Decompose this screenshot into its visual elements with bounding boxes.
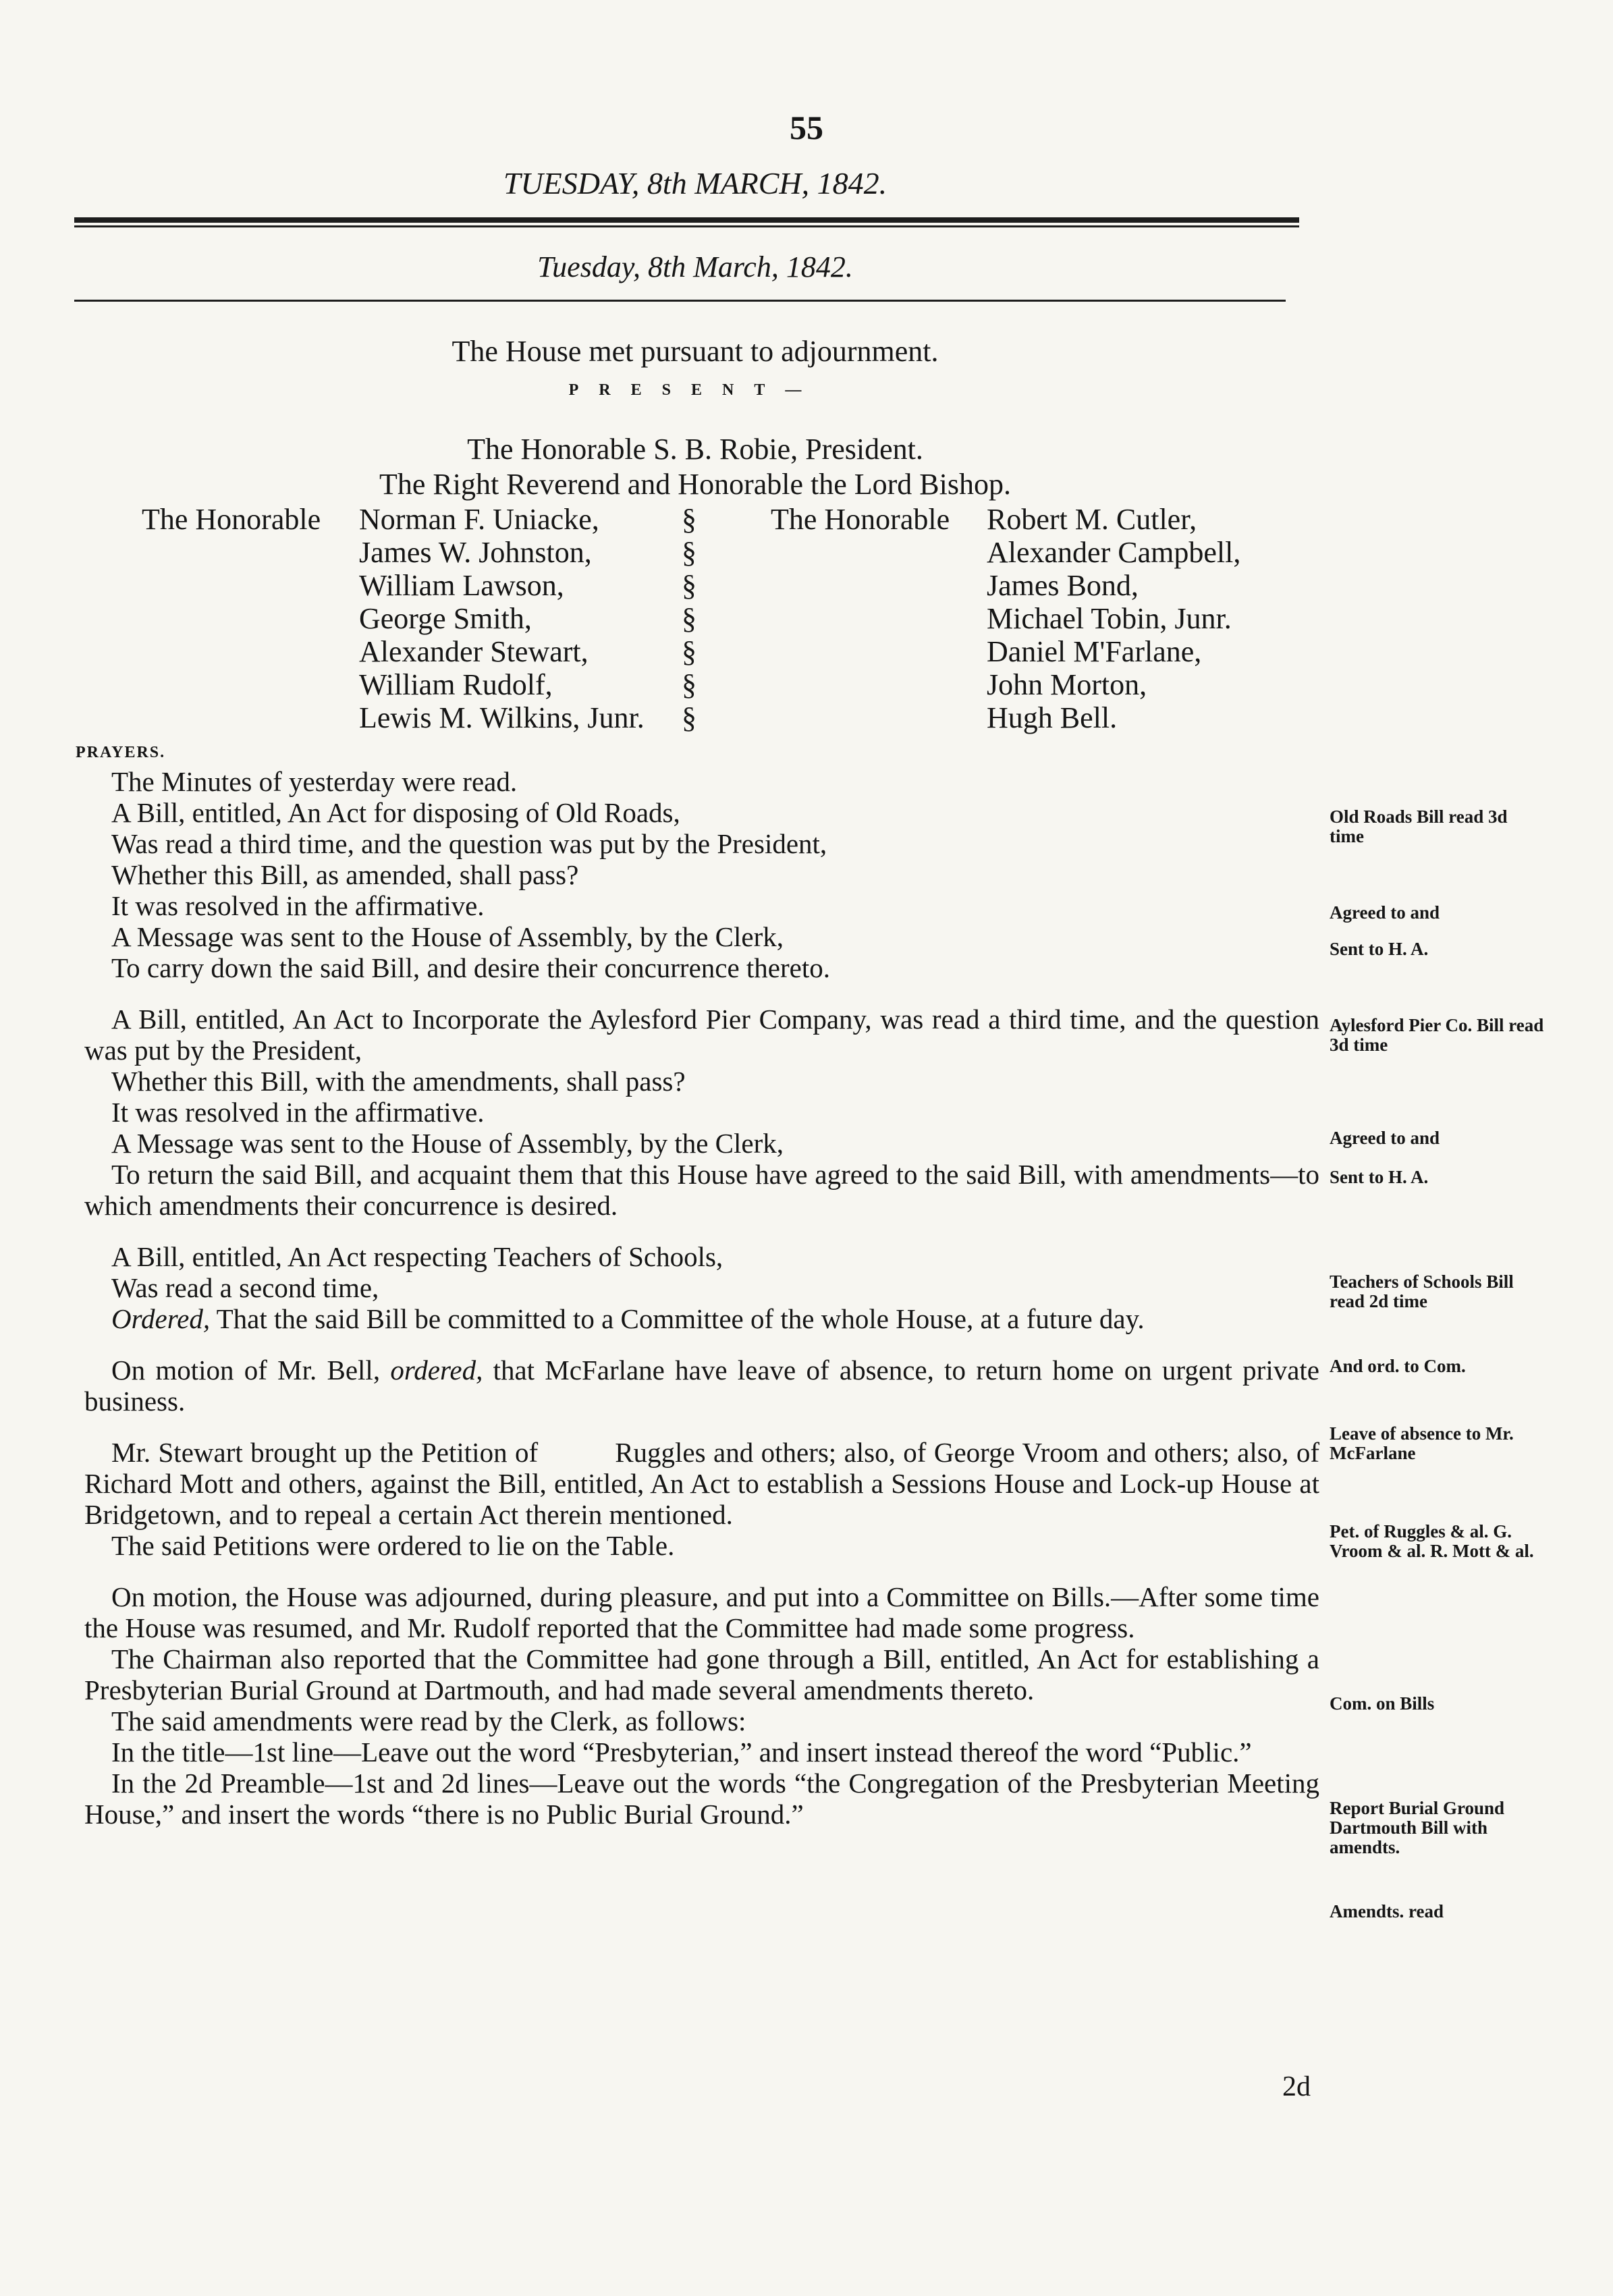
page-number: 55 [790, 109, 823, 146]
paragraph: Was read a third time, and the question was put by the President, [111, 828, 827, 859]
member-name: Michael Tobin, Junr. [987, 602, 1232, 635]
opening-line: The House met pursuant to adjournment. [452, 335, 939, 368]
paragraph: A Bill, entitled, An Act respecting Teachers of Schools, [111, 1241, 723, 1272]
paragraph [84, 1355, 1319, 1417]
margin-note: Leave of absence to Mr. McFarlane [1330, 1423, 1514, 1463]
paragraph [84, 1303, 1319, 1334]
section-mark: § [682, 635, 696, 668]
margin-note: Old Roads Bill read 3d time [1330, 807, 1508, 846]
section-mark: § [682, 602, 696, 635]
margin-note: Agreed to and [1330, 1128, 1440, 1148]
paragraph: The Chairman also reported that the Committee had gone through a Bill, entitled, An Act for establishing a Presbyterian Burial Ground at Dartmouth, and had made several amendments thereto. [84, 1643, 1319, 1705]
paragraph: On motion, the House was adjourned, during pleasure, and put into a Committee on Bills.—After some time the House was resumed, and Mr. Rudolf reported that the Committee had made some progress. [84, 1581, 1319, 1643]
member-name: William Rudolf, [359, 668, 553, 701]
catchword: 2d [1282, 2071, 1311, 2102]
spacer [84, 1221, 1319, 1241]
paragraph-text: That the said Bill be committed to a Committee of the whole House, at a future day. [210, 1303, 1145, 1334]
section-mark: § [682, 503, 696, 536]
spacer [84, 1561, 1319, 1581]
paragraph: A Bill, entitled, An Act for disposing of Old Roads, [111, 797, 680, 828]
minutes-body [84, 766, 1327, 1830]
paragraph: In the title—1st line—Leave out the word “Presbyterian,” and insert instead thereof the word “Public.” [111, 1737, 1252, 1768]
member-name: Alexander Stewart, [359, 635, 589, 668]
margin-note: Aylesford Pier Co. Bill read 3d time [1330, 1015, 1544, 1055]
paragraph: Whether this Bill, as amended, shall pass? [111, 859, 579, 890]
ordered-word: Ordered, [111, 1303, 211, 1334]
member-name: Lewis M. Wilkins, Junr. [359, 701, 645, 734]
margin-note: Pet. of Ruggles & al. G. Vroom & al. R. Mott & al. [1330, 1521, 1534, 1561]
margin-note: Report Burial Ground Dartmouth Bill with amendts. [1330, 1798, 1505, 1857]
double-rule-bottom [74, 225, 1299, 227]
margin-note: Agreed to and [1330, 902, 1440, 923]
paragraph: It was resolved in the affirmative. [111, 890, 485, 921]
paragraph: The said amendments were read by the Clerk, as follows: [111, 1705, 746, 1737]
margin-note: Com. on Bills [1330, 1693, 1435, 1714]
bishop-line: The Right Reverend and Honorable the Lord Bishop. [379, 468, 1011, 501]
paragraph: To return the said Bill, and acquaint them that this House have agreed to the said Bill, with amendments—to which amendments their concurrence is desired. [84, 1159, 1319, 1221]
member-name: William Lawson, [359, 569, 564, 602]
paragraph: Was read a second time, [111, 1272, 379, 1303]
spacer [84, 983, 1319, 1004]
paragraph: To carry down the said Bill, and desire their concurrence thereto. [111, 952, 830, 983]
left-prefix: The Honorable [142, 503, 321, 536]
paragraph-text: On motion of Mr. Bell, [111, 1355, 391, 1386]
heading-rule [74, 300, 1286, 302]
paragraph: The Minutes of yesterday were read. [111, 766, 518, 797]
separator-column [682, 503, 696, 734]
member-name: George Smith, [359, 602, 532, 635]
ordered-word: ordered, [390, 1355, 483, 1386]
right-prefix: The Honorable [771, 503, 950, 536]
member-name: Hugh Bell. [987, 701, 1118, 734]
section-mark: § [682, 701, 696, 734]
margin-note: And ord. to Com. [1330, 1356, 1466, 1376]
right-members [987, 503, 1240, 734]
running-head-text: TUESDAY, 8th MARCH, 1842. [503, 166, 887, 200]
member-name: James W. Johnston, [359, 536, 592, 569]
member-name: Norman F. Uniacke, [359, 503, 599, 536]
president-line: The Honorable S. B. Robie, President. [467, 433, 923, 466]
paragraph: The said Petitions were ordered to lie on the Table. [111, 1530, 675, 1561]
paragraph: A Message was sent to the House of Assembly, by the Clerk, [111, 1128, 784, 1159]
section-mark: § [682, 536, 696, 569]
section-mark: § [682, 668, 696, 701]
paragraph: It was resolved in the affirmative. [111, 1097, 485, 1128]
present-label: PRESENT— [568, 381, 822, 399]
running-head [0, 165, 1390, 201]
paragraph: Whether this Bill, with the amendments, shall pass? [111, 1066, 686, 1097]
paragraph: A Message was sent to the House of Assembly, by the Clerk, [111, 921, 784, 952]
paragraph: In the 2d Preamble—1st and 2d lines—Leave out the words “the Congregation of the Presbyterian Meeting House,” and insert the words “there is no Public Burial Ground.” [84, 1768, 1319, 1830]
member-name: John Morton, [987, 668, 1147, 701]
paragraph: A Bill, entitled, An Act to Incorporate the Aylesford Pier Company, was read a third time, and the question was put by the President, [84, 1004, 1319, 1066]
member-name: James Bond, [987, 569, 1139, 602]
margin-note: Sent to H. A. [1330, 939, 1429, 959]
left-members [359, 503, 645, 734]
date-heading [0, 250, 1390, 284]
date-heading-text: Tuesday, 8th March, 1842. [537, 250, 853, 283]
section-mark: § [682, 569, 696, 602]
member-name: Robert M. Cutler, [987, 503, 1197, 536]
paragraph: Mr. Stewart brought up the Petition of Ruggles and others; also, of George Vroom and others; also, of Richard Mott and others, against the Bill, entitled, An Act to establish a Sessions House and Lock-up House at Bridgetown, and to repeal a certain Act therein mentioned. [84, 1437, 1327, 1530]
member-name: Alexander Campbell, [987, 536, 1241, 569]
paragraph-text: that McFarlane have leave of absence, to return home on urgent private business. [84, 1355, 1320, 1417]
double-rule-top [74, 217, 1299, 223]
margin-note: Amendts. read [1330, 1901, 1444, 1921]
margin-note: Teachers of Schools Bill read 2d time [1330, 1272, 1514, 1311]
spacer [84, 1417, 1319, 1437]
margin-note: Sent to H. A. [1330, 1167, 1429, 1187]
member-name: Daniel M'Farlane, [987, 635, 1202, 668]
spacer [84, 1334, 1319, 1355]
prayers-label: PRAYERS. [76, 744, 166, 761]
